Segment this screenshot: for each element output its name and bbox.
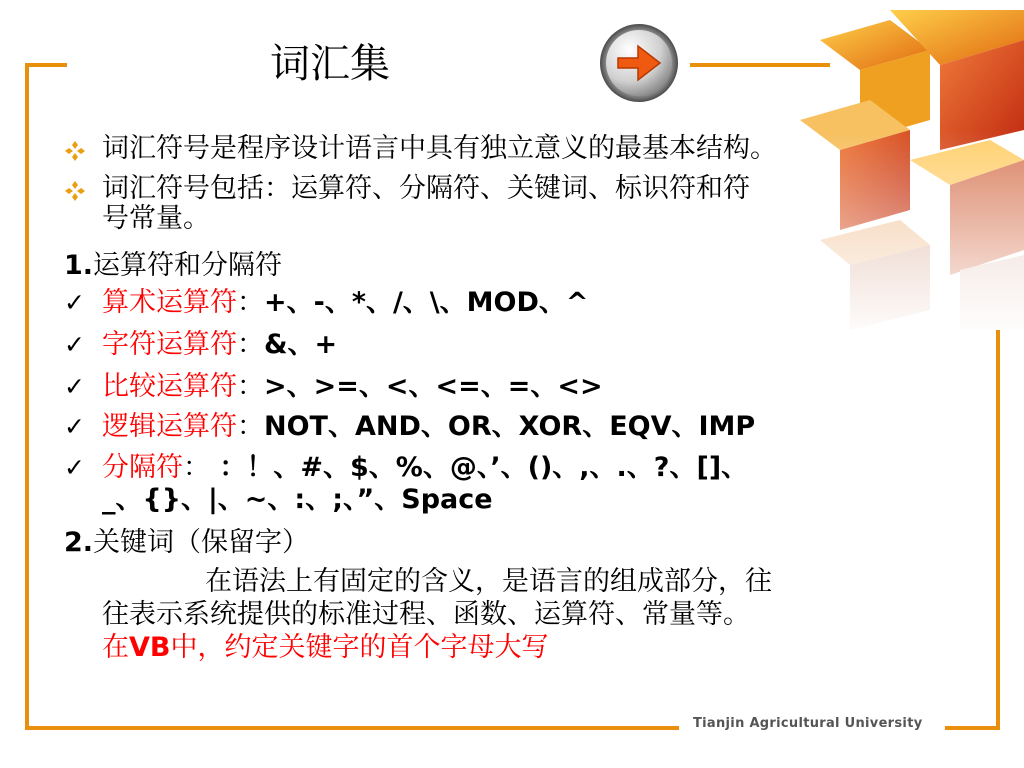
- item-value: NOT、AND、OR、XOR、EQV、IMP: [264, 411, 756, 442]
- frame-bottom-line: [25, 726, 679, 730]
- item-delimiters: [102, 451, 748, 485]
- section-1-heading: [64, 249, 282, 283]
- section-1-number: 1.: [64, 250, 94, 281]
- item-arithmetic-operators: [102, 286, 589, 320]
- item-logical-operators: [102, 410, 755, 444]
- item-separator: ：: [237, 371, 264, 402]
- check-mark-icon: ✓: [64, 288, 85, 317]
- vb-note-prefix: 在: [102, 632, 129, 663]
- check-mark-icon: ✓: [64, 372, 85, 401]
- item-separator: ：: [237, 329, 264, 360]
- item-separator: ：: [237, 411, 264, 442]
- vb-note-text: 中，约定关键字的首个字母大写: [170, 632, 549, 663]
- diamond-bullet-icon: [64, 140, 86, 162]
- right-arrow-icon[interactable]: [598, 22, 680, 104]
- section-2-heading: [64, 526, 309, 560]
- item-string-operators: [102, 328, 337, 362]
- item-value: ：！、#、$、%、@、’、()、,、.、?、[]、: [210, 452, 749, 483]
- check-mark-icon: ✓: [64, 330, 85, 359]
- section-1-title: 运算符和分隔符: [93, 250, 283, 281]
- frame-left-line: [25, 63, 29, 730]
- bullet-2-text-line1: 词汇符号包括：运算符、分隔符、关键词、标识符和符: [102, 173, 750, 204]
- decorative-blocks: [780, 10, 1024, 330]
- paragraph-line3: [102, 631, 548, 665]
- item-separator: ：: [237, 287, 264, 318]
- section-2-title: 关键词（保留字）: [93, 527, 310, 558]
- item-value: >、>=、<、<=、=、<>: [264, 371, 603, 402]
- slide-title: 词汇集: [270, 41, 390, 87]
- item-label: 字符运算符: [102, 329, 237, 360]
- item-separator: ：: [183, 452, 210, 483]
- section-2-number: 2.: [64, 527, 94, 558]
- item-label: 分隔符: [102, 452, 183, 483]
- frame-top-left-line: [25, 63, 67, 67]
- paragraph-line1: 在语法上有固定的含义，是语言的组成部分，往: [205, 566, 772, 597]
- diamond-bullet-icon: [64, 180, 86, 202]
- footer-university: Tianjin Agricultural University: [693, 716, 923, 731]
- item-value: &、+: [264, 329, 338, 360]
- vb-note-keyword: VB: [129, 632, 171, 663]
- item-label: 逻辑运算符: [102, 411, 237, 442]
- bullet-1-text: 词汇符号是程序设计语言中具有独立意义的最基本结构。: [102, 133, 777, 164]
- item-delimiters-line2: _、{}、|、~、:、;、”、Space: [102, 484, 493, 515]
- bullet-2-text-line2: 号常量。: [102, 203, 210, 234]
- check-mark-icon: ✓: [64, 412, 85, 441]
- paragraph-line2: 往表示系统提供的标准过程、函数、运算符、常量等。: [102, 599, 750, 630]
- frame-right-line: [996, 300, 1000, 730]
- item-label: 算术运算符: [102, 287, 237, 318]
- frame-bottom-right-line: [945, 726, 1000, 730]
- item-comparison-operators: [102, 370, 603, 404]
- item-label: 比较运算符: [102, 371, 237, 402]
- check-mark-icon: ✓: [64, 453, 85, 482]
- item-value: +、-、*、/、\、MOD、^: [264, 287, 589, 318]
